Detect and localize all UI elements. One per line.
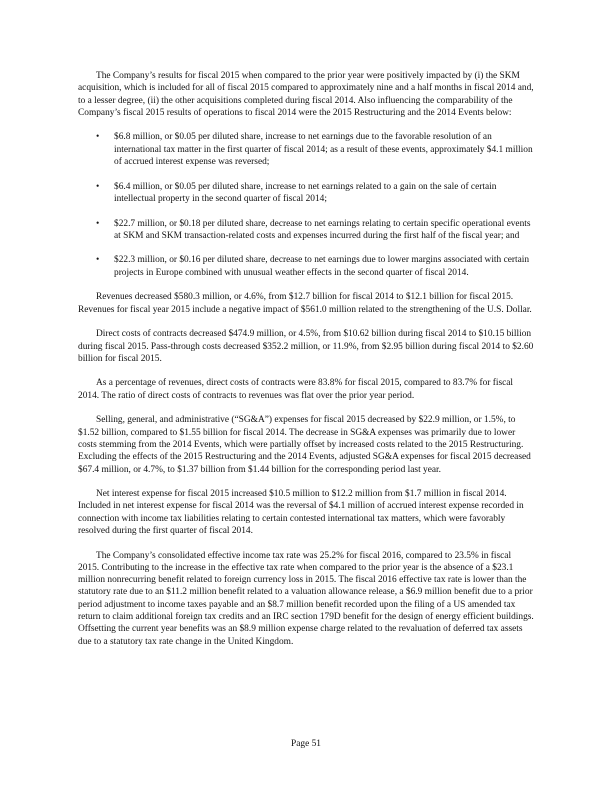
body-text	[78, 70, 534, 660]
bullet-item	[78, 181, 534, 206]
bullet-item	[78, 131, 534, 168]
direct-costs-paragraph: Direct costs of contracts decreased $474.9 million, or 4.5%, from $10.62 billion during fiscal 2014 to $10.15 billion during fiscal 2015. Pass-through costs decreased $352.2 million, or 11.9%, from $2.95 billion during fiscal 2014 to $2.60 billion for fiscal 2015.	[78, 329, 534, 364]
bullet-text: $6.8 million, or $0.05 per diluted share, increase to net earnings due to the favorable resolution of an international tax matter in the first quarter of fiscal 2014; as a result of these events, approximately $4.1 million of accrued interest expense was reversed;	[114, 132, 533, 168]
bullet-icon: •	[96, 132, 100, 143]
page-number: Page 51	[291, 739, 321, 749]
tax-rate-paragraph: The Company’s consolidated effective income tax rate was 25.2% for fiscal 2016, compared to 23.5% in fiscal 2015. Contributing to the increase in the effective tax rate when compared to the prior year is the absence of a $23.1 million nonrecurring benefit related to foreign currency loss in 2015. The fiscal 2016 effective tax rate is lower than the statutory rate due to an $11.2 million benefit related to a valuation allowance release, a $6.9 million benefit due to a prior period adjustment to income taxes payable and an $8.7 million benefit recorded upon the filing of a US amended tax return to claim additional foreign tax credits and an IRC section 179D benefit for the design of energy efficient buildings. Offsetting the current year benefits was an $8.9 million expense charge related to the revaluation of deferred tax assets due to a statutory tax rate change in the United Kingdom.	[78, 550, 534, 647]
bullet-item	[78, 254, 534, 279]
bullet-icon: •	[96, 218, 100, 229]
cost-ratio-paragraph: As a percentage of revenues, direct costs of contracts were 83.8% for fiscal 2015, compared to 83.7% for fiscal 2014. The ratio of direct costs of contracts to revenues was flat over the prior year period.	[78, 378, 514, 401]
bullet-item	[78, 218, 534, 243]
bullet-text: $6.4 million, or $0.05 per diluted share, increase to net earnings related to a gain on the sale of certain intellectual property in the second quarter of fiscal 2014;	[114, 181, 497, 204]
events-bullet-list	[78, 131, 534, 279]
intro-paragraph: The Company’s results for fiscal 2015 when compared to the prior year were positively impacted by (i) the SKM acquisition, which is included for all of fiscal 2015 compared to approximately nine and a half months in fiscal 2014 and, to a lesser degree, (ii) the other acquisitions completed during fiscal 2014. Also influencing the comparability of the Company’s fiscal 2015 results of operations to fiscal 2014 were the 2015 Restructuring and the 2014 Events below:	[78, 71, 534, 118]
revenues-paragraph: Revenues decreased $580.3 million, or 4.6%, from $12.7 billion for fiscal 2014 to $12.1 billion for fiscal 2015. Revenues for fiscal year 2015 include a negative impact of $561.0 million related to the strengthening of the U.S. Dollar.	[78, 292, 532, 315]
sga-paragraph: Selling, general, and administrative (“SG&A”) expenses for fiscal 2015 decreased by $22.9 million, or 1.5%, to $1.52 billion, compared to $1.55 billion for fiscal 2014. The decrease in SG&A expenses was primarily due to lower costs stemming from the 2014 Events, which were partially offset by increased costs related to the 2015 Restructuring. Excluding the effects of the 2015 Restructuring and the 2014 Events, adjusted SG&A expenses for fiscal 2015 decreased $67.4 million, or 4.7%, to $1.37 billion from $1.44 billion for the corresponding period last year.	[78, 415, 531, 475]
bullet-icon: •	[96, 255, 100, 266]
bullet-text: $22.7 million, or $0.18 per diluted share, decrease to net earnings relating to certain specific operational events at SKM and SKM transaction-related costs and expenses incurred during the first half of the fiscal year; and	[114, 218, 531, 241]
interest-expense-paragraph: Net interest expense for fiscal 2015 increased $10.5 million to $12.2 million from $1.7 million in fiscal 2014. Included in net interest expense for fiscal 2014 was the reversal of $4.1 million of accrued interest expense recorded in connection with income tax liabilities relating to certain contested international tax matters, which were favorably resolved during the first quarter of fiscal 2014.	[78, 489, 524, 536]
bullet-text: $22.3 million, or $0.16 per diluted share, decrease to net earnings due to lower margins associated with certain projects in Europe combined with unusual weather effects in the second quarter of fiscal 2014.	[114, 255, 530, 278]
bullet-icon: •	[96, 181, 100, 192]
